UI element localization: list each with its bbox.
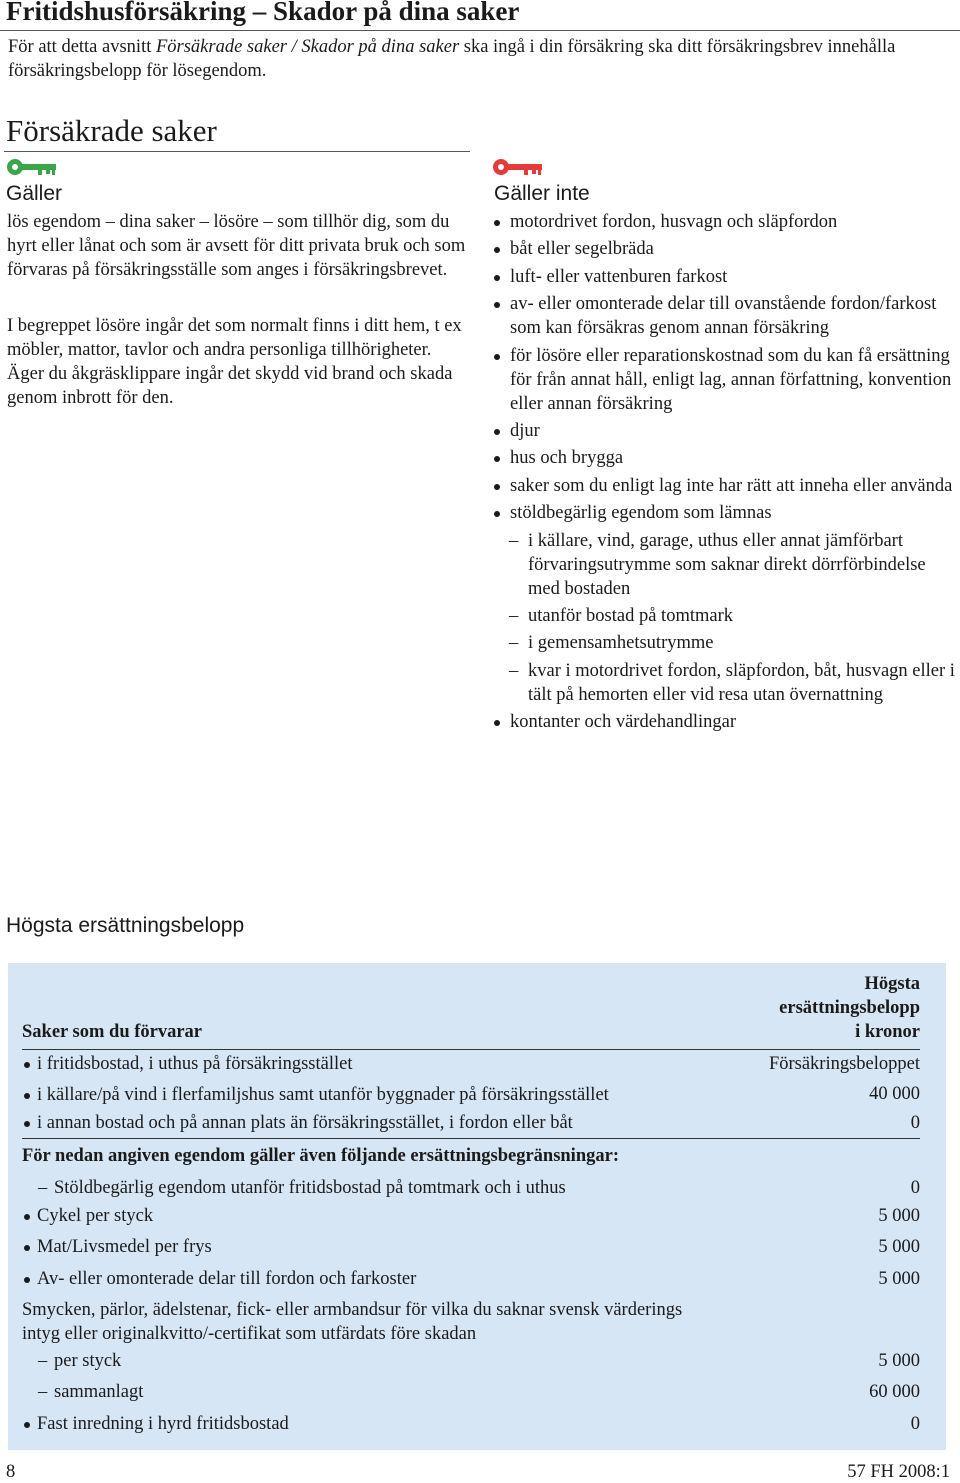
table-row-label: Stöldbegärlig egendom utanför fritidsbostad på tomtmark och i uthus: [54, 1178, 566, 1198]
limits-heading: För nedan angiven egendom gäller även följande ersättningsbegränsningar:: [22, 1146, 619, 1166]
sub-list-item: – kvar i motordrivet fordon, släpfordon, båt, husvagn eller i tält på hemorten eller vid resa utan övernattning: [509, 660, 955, 705]
intro-text-a: För att detta avsnitt: [8, 37, 156, 57]
table-rule: [22, 1138, 920, 1139]
dash-icon: –: [509, 605, 519, 626]
column-header: Saker som du förvarar: [22, 1022, 203, 1042]
jewelry-text: intyg eller originalkvitto/-certifikat som utfärdats före skadan: [22, 1324, 477, 1344]
bullet-icon: [494, 247, 500, 253]
table-row-label: i källare/på vind i flerfamiljshus samt utanför byggnader på försäkringsstället: [37, 1085, 609, 1105]
table-row-value: 5 000: [878, 1269, 920, 1289]
bullet-icon: [494, 720, 500, 726]
list-item: hus och brygga: [492, 446, 958, 470]
table-row-label: Av- eller omonterade delar till fordon och farkoster: [37, 1269, 417, 1289]
galler-paragraph: lös egendom – dina saker – lösöre – som tillhör dig, som du hyrt eller lånat och som är avsett för ditt privata bruk och som förvaras på försäkringsställe som anges i försäkringsbrevet.: [7, 212, 466, 280]
table-row-value: 0: [910, 1178, 920, 1198]
sub-list-item: – utanför bostad på tomtmark: [509, 605, 733, 626]
table-row-value: 0: [910, 1113, 920, 1133]
bullet-icon: [494, 456, 500, 462]
bullet-icon: [494, 275, 500, 281]
table-rule: [22, 1049, 920, 1050]
galler-inte-heading: Gäller inte: [494, 182, 590, 205]
bullet-icon: [494, 429, 500, 435]
dash-icon: –: [509, 660, 519, 681]
bullet-icon: [494, 511, 500, 517]
bullet-icon: [24, 1214, 30, 1220]
table-row-value: 5 000: [878, 1351, 920, 1371]
max-amount-heading: Högsta ersättningsbelopp: [6, 914, 245, 937]
page-number: 8: [6, 1462, 16, 1482]
key-icon: [6, 156, 58, 178]
bullet-icon: [494, 220, 500, 226]
bullet-icon: [24, 1093, 30, 1099]
dash-icon: –: [509, 633, 519, 654]
dash-icon: –: [38, 1351, 48, 1371]
sub-list-item: – i källare, vind, garage, uthus eller annat jämförbart förvaringsutrymme som saknar direkt dörrförbindelse med bostaden: [509, 530, 926, 599]
table-row-value: Försäkringsbeloppet: [768, 1054, 920, 1074]
table-row-label: Mat/Livsmedel per frys: [37, 1237, 212, 1257]
bullet-icon: [24, 1422, 30, 1428]
table-row-label: i fritidsbostad, i uthus på försäkringsstället: [37, 1054, 353, 1074]
page-title: Fritidshusförsäkring – Skador på dina saker: [6, 0, 520, 26]
list-item: motordrivet fordon, husvagn och släpfordon: [492, 210, 958, 234]
table-row-value: 5 000: [878, 1206, 920, 1226]
list-item: stöldbegärlig egendom som lämnas: [492, 501, 958, 525]
column-header: i kronor: [855, 1022, 920, 1042]
compensation-table: [8, 963, 946, 1450]
bullet-icon: [24, 1245, 30, 1251]
list-item: luft- eller vattenburen farkost: [492, 265, 958, 289]
galler-heading: Gäller: [6, 182, 63, 205]
bullet-icon: [494, 354, 500, 360]
table-row-label: sammanlagt: [54, 1382, 144, 1402]
table-row-label: i annan bostad och på annan plats än försäkringsstället, i fordon eller båt: [37, 1113, 573, 1133]
section-divider: [4, 151, 470, 152]
table-row-label: Cykel per styck: [37, 1206, 154, 1226]
table-row-value: 60 000: [869, 1382, 920, 1402]
dash-icon: –: [509, 530, 519, 551]
bullet-icon: [24, 1062, 30, 1068]
list-item: saker som du enligt lag inte har rätt att inneha eller använda: [492, 474, 958, 498]
section-title: Försäkrade saker: [6, 113, 217, 148]
bullet-icon: [494, 302, 500, 308]
intro-text-italic: Försäkrade saker / Skador på dina saker: [155, 37, 460, 57]
bullet-icon: [24, 1121, 30, 1127]
document-code: 57 FH 2008:1: [847, 1462, 950, 1482]
intro-text: [8, 35, 958, 83]
table-row-value: 0: [910, 1414, 920, 1434]
list-item: båt eller segelbräda: [492, 237, 958, 261]
dash-icon: –: [38, 1382, 48, 1402]
list-item: djur: [492, 419, 958, 443]
table-row-label: Fast inredning i hyrd fritidsbostad: [37, 1414, 289, 1434]
intro-text-b: ska ingå i din försäkring ska ditt försäkringsbrev innehålla försäkringsbelopp för lösegendom.: [8, 37, 896, 81]
list-item: för lösöre eller reparationskostnad som du kan få ersättning för från annat håll, enligt lag, annan författning, konvention eller annan försäkring: [492, 344, 958, 416]
galler-paragraph: I begreppet lösöre ingår det som normalt finns i ditt hem, t ex möbler, mattor, tavlor och andra personliga tillhörigheter. Äger du åkgräsklippare ingår det skydd vid brand och skada genom inbrott för den.: [7, 316, 462, 408]
jewelry-text: Smycken, pärlor, ädelstenar, fick- eller armbandsur för vilka du saknar svensk värderings: [22, 1300, 683, 1320]
dash-icon: –: [38, 1178, 48, 1198]
table-row-label: per styck: [54, 1351, 122, 1371]
key-icon: [492, 156, 544, 178]
exclusions-list: [492, 210, 958, 737]
bullet-icon: [24, 1277, 30, 1283]
bullet-icon: [494, 484, 500, 490]
title-divider: [0, 30, 960, 31]
table-row-value: 40 000: [869, 1084, 920, 1104]
sub-list-item: – i gemensamhetsutrymme: [509, 633, 714, 654]
list-item: kontanter och värdehandlingar: [492, 710, 958, 734]
column-header: Högsta: [864, 974, 920, 994]
column-header: ersättningsbelopp: [779, 998, 920, 1018]
list-item: av- eller omonterade delar till ovanstående fordon/farkost som kan försäkras genom annan försäkring: [492, 292, 958, 340]
table-row-value: 5 000: [878, 1237, 920, 1257]
